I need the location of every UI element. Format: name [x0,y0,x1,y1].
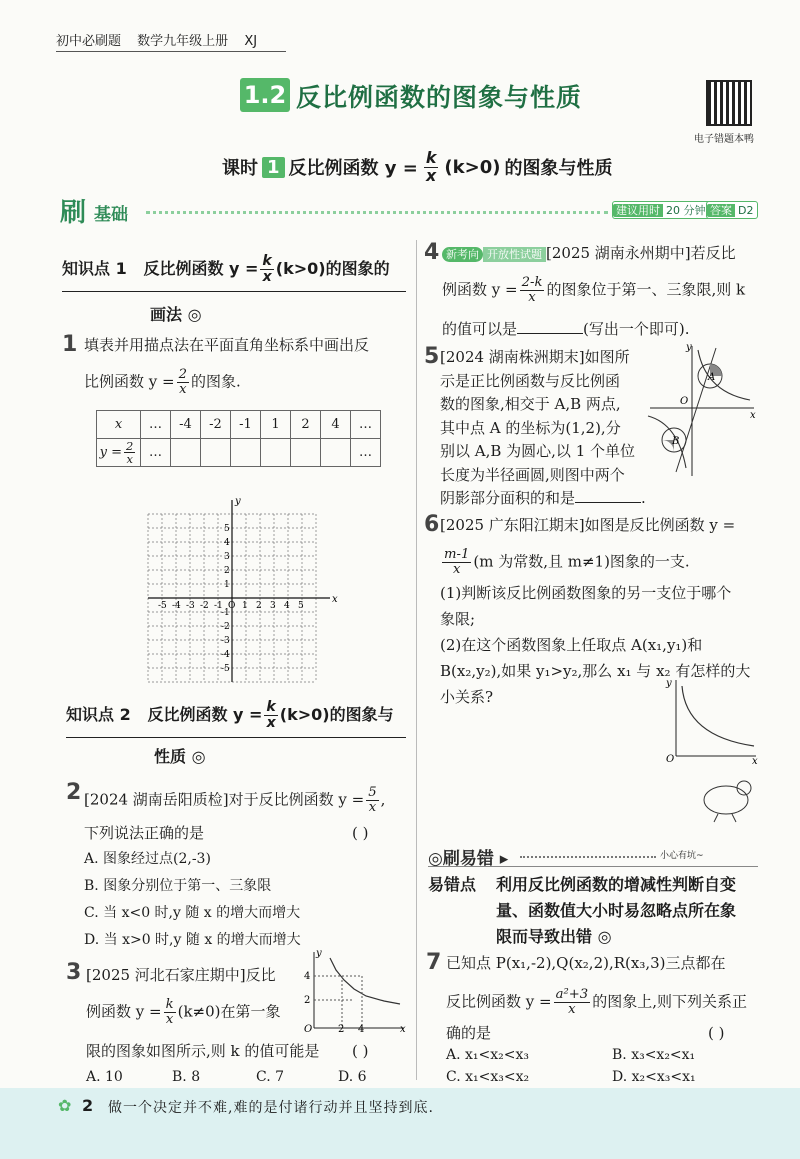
subject-name: 数学九年级上册 [137,34,229,49]
q7-text-line3: 确的是 [446,1024,492,1042]
y-tick-label: -2 [221,622,230,632]
y-tick-label: 2 [224,566,230,576]
answer-tag: 答案 D2 [706,201,758,219]
qr-code-icon[interactable] [706,80,752,126]
column-divider [416,240,417,1080]
footer-leaf-icon: ✿ [58,1096,72,1115]
q3-text-line1: [2025 河北石家庄期中]反比 [86,966,276,984]
cartoon-duck-icon [680,770,760,824]
error-point-text: 利用反比例函数的增减性判断自变 量、函数值大小时易忽略点所在象 限而导致出错 ◎ [496,875,737,946]
table-x-cell: … [351,411,381,439]
q2-option-b[interactable]: B. 图象分别位于第一、三象限 [84,878,272,894]
coordinate-grid [142,488,342,688]
q4-text-line2: 例函数 y = $\frac{2-k}{x}$ 的图象位于第一、三象限,则 k [442,275,746,305]
x-tick-label: 1 [242,601,248,611]
q1-text-line2: 比例函数 y = $\frac{2}{x}$ 的图象. [84,367,241,397]
lesson-number: 1 [262,157,285,178]
q3-text-line2: 例函数 y = $\frac{k}{x}$ (k≠0)在第一象 [86,997,281,1027]
q2-option-c[interactable]: C. 当 x<0 时,y 随 x 的增大而增大 [84,905,301,921]
q3-fig-xtick-4: 4 [358,1024,365,1034]
question-number-1: 1 [62,332,78,357]
point-a-label: A [708,372,716,383]
q4-text-line1: 新考向 开放性试题 [2025 湖南永州期中]若反比 [442,242,736,265]
x-axis-label: x [332,594,338,605]
q5-origin-label: O [680,396,689,407]
q3-option-a[interactable]: A. 10 [86,1069,123,1085]
q7-option-d[interactable]: D. x₂<x₃<x₁ [612,1069,696,1085]
x-tick-label: 3 [270,601,276,611]
q3-text-line3: 限的图象如图所示,则 k 的值可能是 [86,1042,320,1060]
q3-fig-ytick-4: 4 [304,971,311,982]
footer-motto: 做一个决定并不难,难的是付诸行动并且坚持到底. [108,1100,434,1116]
banner-dotted-line [146,211,608,214]
edition: XJ [244,34,258,49]
x-tick-label: -3 [186,601,195,611]
table-x-label: x [97,411,141,439]
q3-answer-paren[interactable]: ( ) [352,1042,369,1060]
value-table: x … -4 -2 -1 1 2 4 … y = $\frac{2}{x}$ … … [96,410,381,467]
target-icon: ◎ [597,927,612,946]
point-b-label: B [672,436,680,447]
error-dotted-line [520,856,656,858]
error-point-label: 易错点 [428,875,477,894]
q6-origin-label: O [666,754,675,765]
table-x-cell: -1 [231,411,261,439]
error-icon: ◎ [428,849,443,869]
running-header [56,30,286,52]
q3-fig-ytick-2: 2 [304,995,311,1006]
y-tick-label: 1 [224,580,230,590]
q5-figure [646,340,758,480]
q6-y-label: y [666,678,672,689]
error-note: 小心有坑~ [660,851,704,861]
target-icon: ◎ [187,305,202,324]
y-tick-label: 3 [224,552,230,562]
q2-option-a[interactable]: A. 图象经过点(2,-3) [84,851,211,867]
y-tick-label: -5 [221,664,230,674]
error-separator [428,866,758,867]
q5-answer-blank[interactable] [575,502,641,503]
q7-answer-paren[interactable]: ( ) [708,1024,725,1042]
q7-text-line1: 已知点 P(x₁,-2),Q(x₂,2),R(x₃,3)三点都在 [446,954,726,972]
y-tick-label: 5 [224,524,230,534]
knowledge-point-2: 知识点 2 反比例函数 y = $\frac{k}{x}$ (k>0)的图象与 [66,700,406,738]
q2-text-line2: 下列说法正确的是 [84,824,205,842]
x-tick-label: -1 [214,601,223,611]
question-number-5: 5 [424,344,440,369]
question-number-6: 6 [424,512,440,537]
q3-fig-x-label: x [400,1024,406,1034]
basic-label: 基础 [94,205,128,225]
table-x-cell: -2 [201,411,231,439]
q7-option-c[interactable]: C. x₁<x₃<x₂ [446,1069,530,1085]
x-tick-label: O [228,601,236,611]
knowledge-point-2-line2: 性质 ◎ [154,747,206,766]
x-tick-label: -4 [172,601,181,611]
q3-fig-xtick-2: 2 [338,1024,345,1034]
q1-text-line1: 填表并用描点法在平面直角坐标系中画出反 [84,336,370,354]
open-question-tag: 开放性试题 [483,247,546,262]
section-number: 1.2 [240,78,290,112]
target-icon: ◎ [191,747,206,766]
brush-mark: 刷 [60,198,87,228]
knowledge-point-1: 知识点 1 反比例函数 y = $\frac{k}{x}$ (k>0)的图象的 [62,254,406,292]
q3-figure [300,948,408,1034]
page-number: 2 [82,1096,94,1115]
y-tick-label: -4 [221,650,230,660]
q5-text: [2024 湖南株洲期末]如图所 示是正比例函数与反比例函 数的图象,相交于 A,B 两点, 其中点 A 的坐标为(1,2),分 别以 A,B 为圆心,以 1 个单位 长度为半径画圆,则图中两个 阴影部分面积的和是 . [440,348,646,507]
table-x-cell: 2 [291,411,321,439]
y-tick-label: 4 [224,538,230,548]
q7-option-b[interactable]: B. x₃<x₂<x₁ [612,1047,696,1063]
q3-fig-origin: O [304,1024,313,1034]
q6-parts: (1)判断该反比例函数图象的另一支位于哪个 象限; (2)在这个函数图象上任取点 A(x₁,y₁)和 B(x₂,y₂),如果 y₁>y₂,那么 x₁ 与 x₂ 有怎样的大 小关系? [440,584,751,706]
q4-text-line3: 的值可以是 (写出一个即可). [442,320,690,338]
q5-x-label: x [750,410,756,421]
q5-y-label: y [686,342,692,353]
q6-x-label: x [752,756,758,766]
q6-text-line2: $\frac{m-1}{x}$ (m 为常数,且 m≠1)图象的一支. [444,547,690,577]
table-x-cell: 1 [261,411,291,439]
y-tick-label: -1 [221,608,230,618]
error-section-title: ◎刷易错 ▸ [428,849,509,869]
qr-label: 电子错题本鸭 [694,134,754,145]
q2-option-d[interactable]: D. 当 x>0 时,y 随 x 的增大而增大 [84,932,301,948]
x-tick-label: 2 [256,601,262,611]
table-y-label: y = $\frac{2}{x}$ [97,439,141,467]
q3-option-c[interactable]: C. 7 [256,1069,285,1085]
y-axis-label: y [235,496,241,507]
q2-answer-paren[interactable]: ( ) [352,824,369,842]
book-name: 初中必刷题 [56,34,122,49]
knowledge-point-1-line2: 画法 ◎ [150,305,202,324]
section-title: 反比例函数的图象与性质 [296,83,583,112]
question-number-3: 3 [66,960,82,985]
q3-option-b[interactable]: B. 8 [172,1069,201,1085]
x-tick-label: 5 [298,601,304,611]
q7-text-line2: 反比例函数 y = $\frac{\text{a²+3}}{x}$ 的图象上,则下列关系正 [446,987,747,1017]
q6-figure [662,676,762,766]
time-tag: 建议用时 20 分钟 [612,201,711,219]
q4-answer-blank[interactable] [517,333,583,334]
question-number-7: 7 [426,950,442,975]
question-number-4: 4 [424,240,440,265]
q6-text-line1: [2025 广东阳江期末]如图是反比例函数 y = [440,516,736,534]
question-number-2: 2 [66,780,82,805]
table-x-cell: … [141,411,171,439]
lesson-title: 课时 1 反比例函数 y = $\frac{k}{x}$ (k>0) 的图象与性质 [222,148,613,185]
q2-text-line1: [2024 湖南岳阳质检]对于反比例函数 y = $\frac{5}{x}$ , [84,785,386,815]
y-tick-label: -3 [221,636,230,646]
q3-fig-y-label: y [316,948,322,959]
x-tick-label: 4 [284,601,290,611]
q2-options [84,846,301,954]
x-tick-label: -2 [200,601,209,611]
new-direction-tag: 新考向 [442,247,483,262]
q7-option-a[interactable]: A. x₁<x₂<x₃ [446,1047,529,1063]
x-tick-label: -5 [158,601,167,611]
q3-option-d[interactable]: D. 6 [338,1069,367,1085]
table-x-cell: 4 [321,411,351,439]
table-x-cell: -4 [171,411,201,439]
